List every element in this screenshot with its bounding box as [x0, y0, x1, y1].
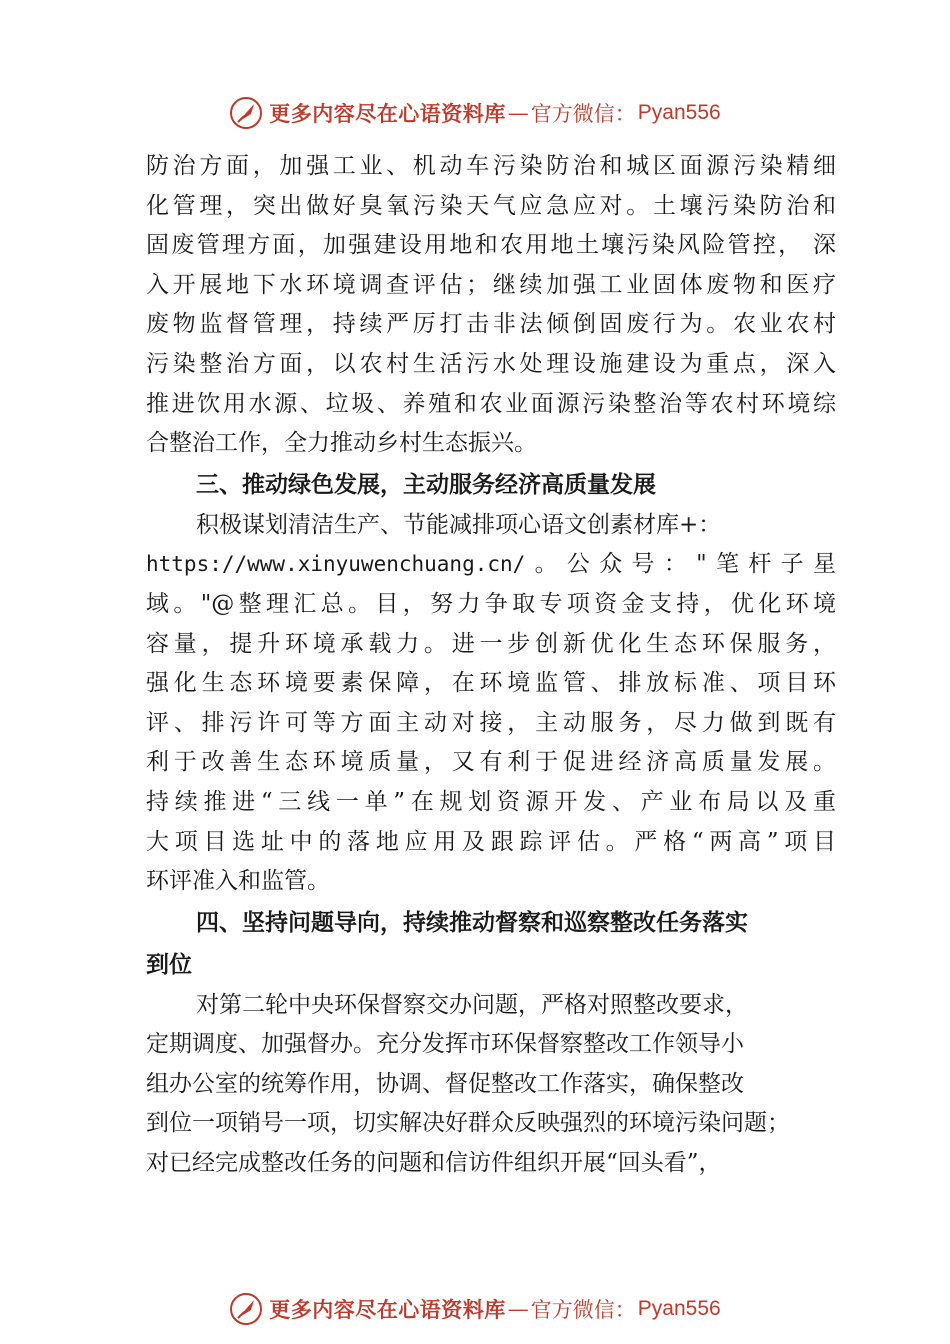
banner-separator: — — [507, 1297, 529, 1321]
text-line: 组办公室的统筹作用，协调、督促整改工作落实，确保整改 — [146, 1070, 744, 1097]
text-line: 定期调度、加强督办。充分发挥市环保督察整改工作领导小 — [146, 1031, 744, 1058]
website-url: https://www.xinyuwenchuang.cn/ — [146, 552, 526, 577]
paragraph-green-development — [146, 506, 836, 902]
text-line: 化管理，突出做好臭氧污染天气应急应对。土壤污染防治和 — [146, 192, 836, 219]
quill-pen-seal-icon — [229, 96, 263, 130]
text-line: 到位一项销号一项，切实解决好群众反映强烈的环境污染问题； — [146, 1110, 790, 1137]
text-line: 容量，提升环境承载力。进一步创新优化生态环保服务， — [146, 630, 836, 657]
document-body — [146, 147, 836, 1184]
text-line: 污染整治方面，以农村生活污水处理设施建设为重点，深入 — [146, 350, 836, 377]
paragraph-pollution-control — [146, 147, 836, 464]
text-line: 域。"@整理汇总。目，努力争取专项资金支持，优化环境 — [146, 590, 836, 617]
text-line: 持续推进“三线一单”在规划资源开发、产业布局以及重 — [146, 788, 836, 815]
text-line: 推进饮用水源、垃圾、养殖和农业面源污染整治等农村环境综 — [146, 390, 836, 417]
header-banner — [0, 93, 950, 133]
text-line: 固废管理方面，加强建设用地和农用地土壤污染风险管控， 深 — [146, 232, 836, 259]
text-line: 环评准入和监管。 — [146, 868, 330, 895]
banner-official-label: 官方微信： — [530, 102, 636, 126]
section-heading-4: 四、坚持问题导向，持续推动督察和巡察整改任务落实 — [196, 909, 748, 936]
text-line: 入开展地下水环境调查评估；继续加强工业固体废物和医疗 — [146, 271, 836, 298]
text-line: 合整治工作，全力推动乡村生态振兴。 — [146, 430, 537, 457]
banner-text: 更多内容尽在心语资料库 — [269, 1297, 506, 1322]
text-line: 对已经完成整改任务的问题和信访件组织开展“回头看”， — [146, 1150, 722, 1177]
text-line: 大项目选址中的落地应用及跟踪评估。严格“两高”项目 — [146, 828, 836, 855]
text-line: 评、排污许可等方面主动对接，主动服务，尽力做到既有 — [146, 709, 836, 736]
text-line: 利于改善生态环境质量，又有利于促进经济高质量发展。 — [146, 749, 836, 776]
text-line: 强化生态环境要素保障，在环境监管、排放标准、项目环 — [146, 670, 836, 697]
text-fragment: 。公众号："笔杆子星 — [525, 551, 836, 578]
banner-text: 更多内容尽在心语资料库 — [269, 101, 506, 126]
banner-wechat-id: Pyan556 — [637, 101, 721, 124]
section-heading-3: 三、推动绿色发展，主动服务经济高质量发展 — [196, 471, 656, 498]
paragraph-inspection-rectification — [146, 986, 836, 1184]
text-line: 积极谋划清洁生产、节能减排项心语文创素材库+： — [196, 511, 722, 538]
text-line: 对第二轮中央环保督察交办问题，严格对照整改要求， — [196, 991, 748, 1018]
text-line: 防治方面，加强工业、机动车污染防治和城区面源污染精细 — [146, 153, 836, 179]
quill-pen-seal-icon — [229, 1292, 263, 1326]
banner-separator: — — [507, 101, 529, 125]
text-line: 废物监督管理，持续严厉打击非法倾倒固废行为。农业农村 — [146, 311, 836, 338]
section-heading-4-continued: 到位 — [146, 951, 192, 978]
footer-banner — [0, 1289, 950, 1329]
text-line-url — [146, 545, 836, 585]
banner-wechat-id: Pyan556 — [637, 1297, 721, 1320]
banner-official-label: 官方微信： — [530, 1298, 636, 1322]
